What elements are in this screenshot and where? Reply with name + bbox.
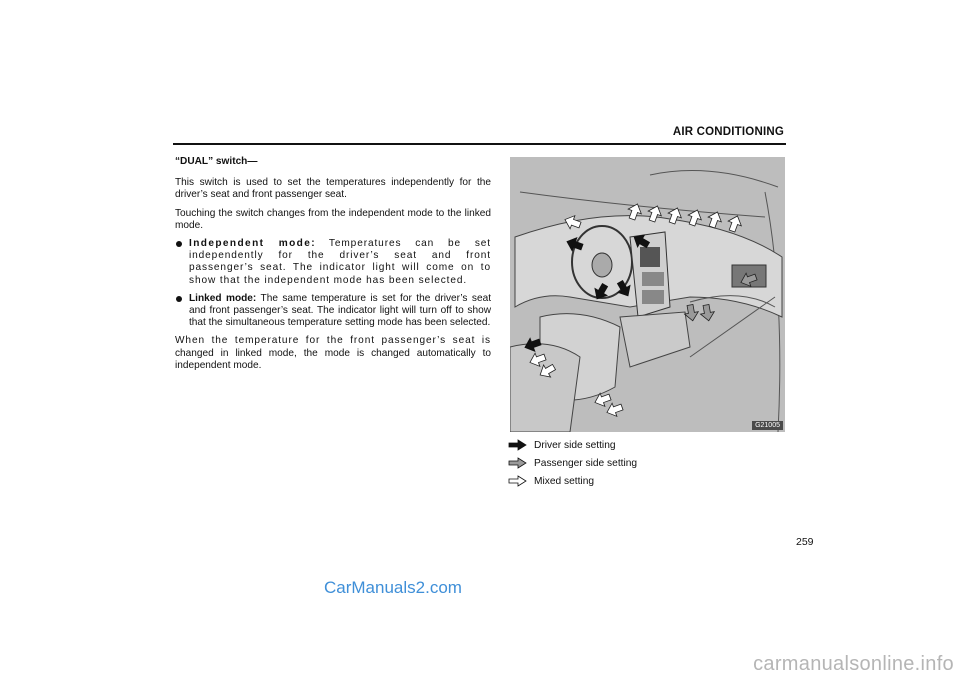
watermark-footer: carmanualsonline.info <box>753 653 954 675</box>
bullet-dot-icon <box>176 241 182 247</box>
legend-label: Driver side setting <box>534 439 616 451</box>
white-outline-arrow-icon <box>508 475 528 487</box>
page-number: 259 <box>796 536 814 548</box>
watermark-link[interactable]: CarManuals2.com <box>324 578 462 597</box>
intro-paragraph: This switch is used to set the temperatures independently for the driver’s seat and front passenger seat. <box>175 177 491 201</box>
header-rule <box>173 143 786 145</box>
section-title: “DUAL” switch— <box>175 156 258 167</box>
bullet-term: Independent mode: <box>189 238 316 250</box>
closing-lead: When the temperature for the front passenger’s seat is <box>175 335 491 347</box>
gray-arrow-icon <box>508 457 528 469</box>
legend-label: Mixed setting <box>534 475 595 487</box>
closing-paragraph <box>175 335 491 372</box>
legend-item-passenger <box>508 454 637 472</box>
touch-paragraph: Touching the switch changes from the independent mode to the linked mode. <box>175 207 491 231</box>
vent-diagram-svg <box>510 157 785 432</box>
solid-black-arrow-icon <box>508 439 528 451</box>
legend-label: Passenger side setting <box>534 457 638 469</box>
section-header-title: AIR CONDITIONING <box>672 126 784 138</box>
arrow-legend <box>508 436 637 490</box>
bullet-term: Linked mode: <box>189 292 257 304</box>
bullet-independent-mode <box>175 238 491 287</box>
legend-item-driver <box>508 436 637 454</box>
bullet-linked-mode <box>175 293 491 330</box>
bullet-text: The same temperature is set for the driver’s seat and front passenger’s seat. The indicator light will turn off to show that the simultaneous temperature setting mode has been selected. <box>189 292 492 329</box>
bullet-text: Temperatures can be set independently for the driver’s seat and front passenger’s seat. The indicator light will come on to show that the independent mode has been selected. <box>189 238 491 286</box>
dashboard-vent-illustration <box>510 157 785 432</box>
bullet-dot-icon <box>176 296 182 302</box>
legend-item-mixed <box>508 472 637 490</box>
closing-rest: changed in linked mode, the mode is changed automatically to independent mode. <box>175 347 491 371</box>
text-column <box>175 156 491 378</box>
figure-code-label: G21005 <box>752 421 783 430</box>
